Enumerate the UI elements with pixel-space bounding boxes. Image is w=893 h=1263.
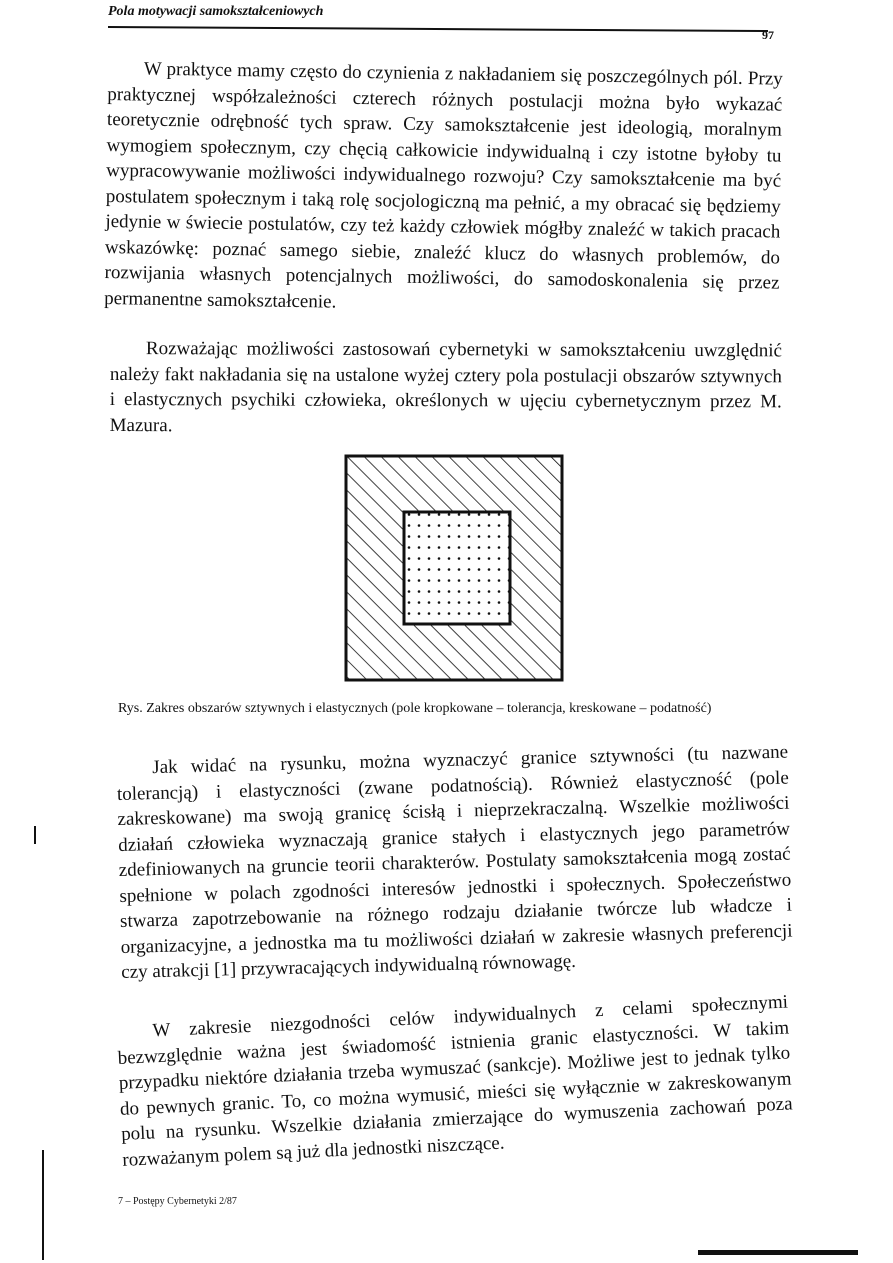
running-head: Pola motywacji samokształceniowych <box>108 4 324 19</box>
scan-edge-mark <box>698 1250 858 1255</box>
scan-edge-mark <box>42 1150 44 1260</box>
page-header <box>108 4 780 42</box>
dotted-field <box>404 512 510 624</box>
paragraph-2: Rozważając możliwości zastosowań cybernetyki w samokształceniu uwzględnić należy fakt nakładania się na ustalone wyżej cztery pola postulacji obszarów sztywnych i elastycznych psychiki człowieka, określonych w ujęciu cybernetycznym przez M. Mazura. <box>109 338 782 436</box>
figure-caption: Rys. Zakres obszarów sztywnych i elastycznych (pole kropkowane – tolerancja, kreskowane – podatność) <box>118 701 712 716</box>
page-footer: 7 – Postępy Cybernetyki 2/87 <box>118 1196 237 1207</box>
header-rule <box>108 26 768 32</box>
scan-edge-mark <box>34 826 36 844</box>
tolerance-susceptibility-diagram <box>344 454 564 682</box>
paragraph-1: W praktyce mamy często do czynienia z nakładaniem się poszczególnych pól. Przy praktycznej współzależności czterech różnych postulacji można było wykazać teoretycznie odrębność tych spraw. Czy samokształcenie jest ideologią, moralnym wymogiem społecznym, czy chęcią całkowicie indywidualną i czy istotne byłoby tu wypracowywanie możliwości indywidualnego rozwoju? Czy samokształcenie ma być postulatem społecznym i taką rolę socjologiczną ma pełnić, a my obracać się będziemy jedynie w świecie postulatów, czy też każdy człowiek mógłby znaleźć w takich pracach wskazówkę: poznać samego siebie, znaleźć klucz do własnych problemów, do rozwijania własnych potencjalnych możliwości, do samodoskonalenia się przez permanentne samokształcenie. <box>104 58 783 313</box>
figure-diagram <box>344 454 564 682</box>
paragraph-4: W zakresie niezgodności celów indywidualnych z celami społecznymi bezwzględnie ważna jest świadomość istnienia granic elastyczności. W takim przypadku niektóre działania trzeba wymuszać (sankcje). Możliwe jest to jednak tylko do pewnych granic. To, co można wymusić, mieści się wyłącznie w zakreskowanym polu na rysunku. Wszelkie działania zmierzające do wymuszenia zachowań poza rozważanym polem są już dla jednostki niszczące. <box>117 991 793 1171</box>
paragraph-3: Jak widać na rysunku, można wyznaczyć granice sztywności (tu nazwane tolerancją) i elastyczności (zwane podatnością). Również elastyczność (pole zakreskowane) ma swoją granicę ścisłą i nieprzekraczalną. Wszelkie możliwości działań człowieka wyznaczają granice stałych i elastycznych jego parametrów zdefiniowanych na gruncie teorii charakterów. Postulaty samokształcenia mogą zostać spełnione w polach zgodności interesów jednostki i społecznych. Społeczeństwo stwarza zapotrzebowanie na różnego rodzaju działanie twórcze lub władcze i organizacyjne, a jednostka ma tu możliwości działań w zakresie własnych preferencji czy atrakcji [1] przywracających indywidualną równowagę. <box>116 741 793 983</box>
page-number: 97 <box>762 28 774 42</box>
